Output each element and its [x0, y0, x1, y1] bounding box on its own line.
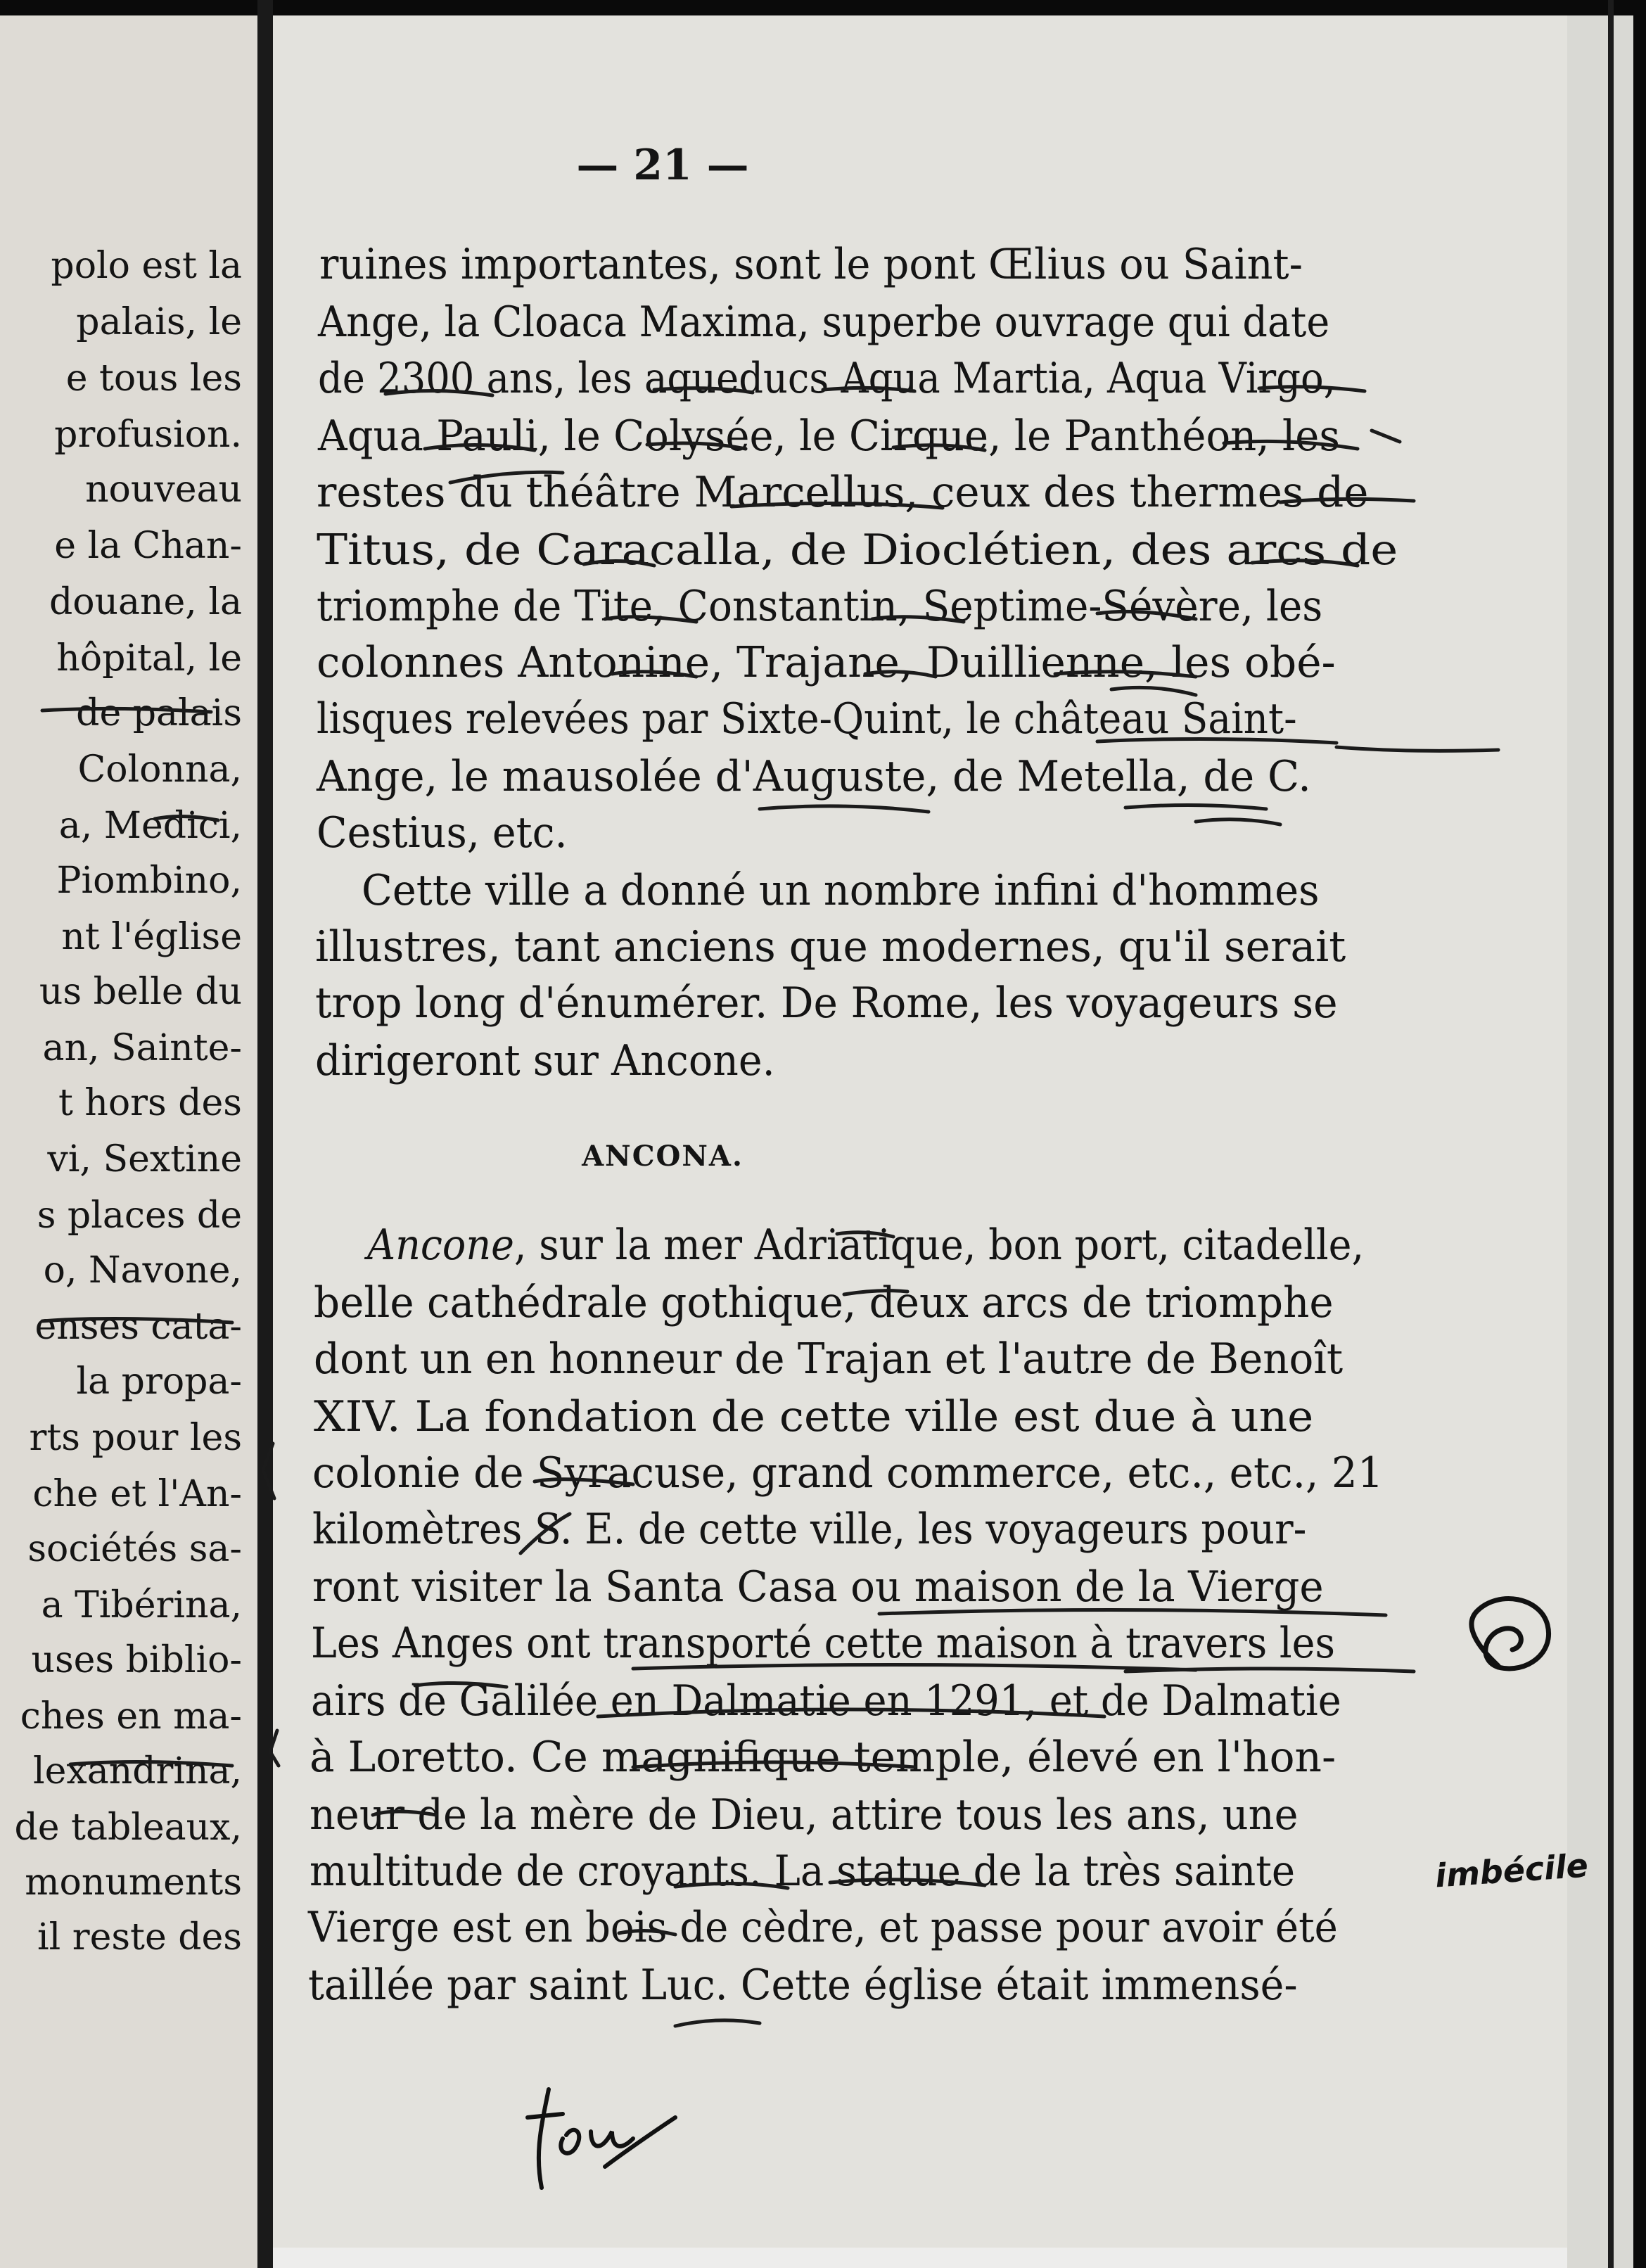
scan-top-border [0, 0, 1646, 15]
body-text-line: lisques relevées par Sixte-Quint, le château Saint- [317, 694, 1297, 744]
scan-right-rule [1608, 0, 1614, 2268]
body-text-line: colonie de Syracuse, grand commerce, etc., etc., 21 [312, 1448, 1384, 1498]
body-text-line: Titus, de Caracalla, de Dioclétien, des arcs de [317, 525, 1398, 575]
body-text-line: multitude de croyants. La statue de la très sainte [310, 1847, 1296, 1896]
body-text-line: dont un en honneur de Trajan et l'autre de Benoît [314, 1334, 1344, 1384]
fragment-line: la propa- [76, 1361, 242, 1403]
body-text-line: kilomètres S. E. de cette ville, les voyageurs pour- [312, 1505, 1307, 1554]
body-text-line: restes du théâtre Marcellus, ceux des thermes de [317, 468, 1369, 517]
fragment-line: o, Navone, [43, 1249, 242, 1292]
fragment-line: nt l'église [61, 916, 242, 958]
fragment-line: e tous les [65, 357, 242, 400]
fragment-line: uses biblio- [31, 1639, 242, 1681]
previous-page-fragment [0, 15, 257, 2268]
fragment-line: an, Sainte- [42, 1027, 242, 1069]
fragment-line: nouveau [85, 469, 242, 511]
fragment-line: s places de [37, 1194, 242, 1237]
fragment-line: che et l'An- [32, 1473, 242, 1515]
handwritten-margin-note: imbécile [1434, 1846, 1590, 1895]
fragment-line: profusion. [54, 414, 242, 456]
body-text-line [367, 1221, 1365, 1270]
fragment-line: palais, le [76, 301, 242, 343]
fragment-line: lexandrina, [32, 1750, 242, 1792]
fragment-line: Piombino, [56, 860, 242, 902]
fragment-line: rts pour les [29, 1417, 242, 1459]
body-text-line: Ange, la Cloaca Maxima, superbe ouvrage qui date [318, 298, 1330, 347]
fragment-line: ches en ma- [20, 1695, 242, 1738]
fragment-line: sociétés sa- [27, 1528, 242, 1570]
body-text-line: XIV. La fondation de cette ville est due à une [314, 1392, 1314, 1441]
fragment-line: de palais [76, 692, 242, 734]
fragment-line: e la Chan- [54, 525, 242, 567]
fragment-line: Colonna, [77, 748, 242, 791]
fragment-line: t hors des [58, 1082, 242, 1124]
body-text-line: dirigeront sur Ancone. [315, 1036, 775, 1085]
body-text-line: à Loretto. Ce magnifique temple, élevé en l'hon- [310, 1733, 1336, 1782]
body-text-span: , sur la mer Adriatique, bon port, citadelle, [513, 1221, 1365, 1270]
body-text-line: Les Anges ont transporté cette maison à travers les [311, 1619, 1336, 1668]
body-text-line: belle cathédrale gothique, deux arcs de triomphe [314, 1278, 1334, 1327]
scan-bottom-edge [273, 2248, 1567, 2268]
place-name-italic: Ancone [367, 1221, 514, 1270]
fragment-line: de tableaux, [14, 1807, 242, 1849]
body-text-line: triomphe de Tite, Constantin, Septime-Sévère, les [317, 582, 1323, 631]
fragment-line: us belle du [39, 971, 242, 1013]
fragment-line: a Tibérina, [41, 1584, 242, 1626]
fragment-line: polo est la [51, 245, 242, 287]
body-text-line: ront visiter la Santa Casa ou maison de la Vierge [312, 1562, 1324, 1612]
body-text-line: Cette ville a donné un nombre infini d'hommes [362, 866, 1320, 915]
body-text-line: Cestius, etc. [317, 808, 568, 858]
body-text-line: Aqua Pauli, le Colysée, le Cirque, le Panthéon, les [318, 412, 1340, 461]
body-text-line: ruines importantes, sont le pont Œlius ou Saint- [319, 240, 1303, 289]
fragment-line: hôpital, le [56, 637, 242, 680]
body-text-line: de 2300 ans, les aqueducs Aqua Martia, Aqua Virgo, [318, 354, 1336, 403]
body-text-line: illustres, tant anciens que modernes, qu'il serait [315, 922, 1346, 971]
body-text-line: colonnes Antonine, Trajane, Duillienne, les obé- [317, 638, 1336, 687]
section-heading: ANCONA. [582, 1140, 744, 1173]
scan-right-border [1633, 0, 1646, 2268]
fragment-line: enses cata- [34, 1306, 242, 1348]
body-text-line: Ange, le mausolée d'Auguste, de Metella, de C. [317, 752, 1311, 801]
body-text-line: Vierge est en bois de cèdre, et passe pour avoir été [308, 1903, 1338, 1952]
body-text-line: taillée par saint Luc. Cette église était immensé- [308, 1961, 1298, 2010]
body-text-line: airs de Galilée en Dalmatie en 1291, et de Dalmatie [311, 1676, 1341, 1726]
body-text-line: trop long d'énumérer. De Rome, les voyageurs se [315, 979, 1338, 1028]
fragment-line: il reste des [37, 1916, 242, 1958]
body-text-line: neur de la mère de Dieu, attire tous les ans, une [310, 1790, 1299, 1840]
fragment-line: douane, la [49, 581, 242, 623]
page-number: — 21 — [576, 141, 749, 190]
fragment-line: vi, Sextine [47, 1138, 242, 1180]
fragment-line: a, Medici, [58, 805, 242, 847]
page-gutter [257, 0, 273, 2268]
fragment-line: monuments [25, 1861, 242, 1904]
